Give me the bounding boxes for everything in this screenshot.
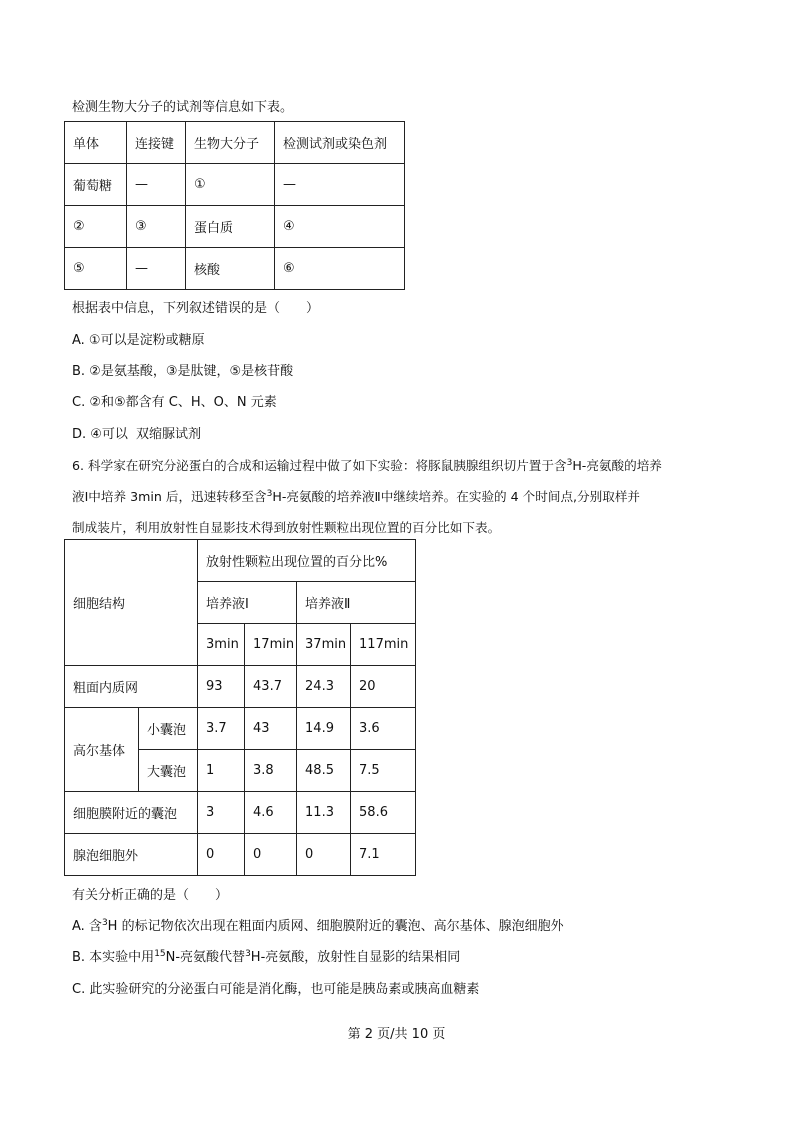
text-span: H-亮氨酸的培养液Ⅱ中继续培养。在实验的 4 个时间点,分别取样并 [272,489,641,504]
superscript: 15 [154,949,166,959]
table-cell: 0 [245,834,297,876]
text-span: 6. 科学家在研究分泌蛋白的合成和运输过程中做了如下实验：将豚鼠胰腺组织切片置于含 [72,458,567,473]
table-cell: 蛋白质 [186,206,275,248]
table-cell: 48.5 [297,750,351,792]
header-cell-structure: 细胞结构 [65,540,198,666]
table-row [65,834,416,876]
table-row [65,164,405,206]
superscript: 3 [266,489,273,499]
reagent-table [64,121,405,290]
header-time: 17min [245,624,297,666]
option-c: C. ②和⑤都含有 C、H、O、N 元素 [72,395,277,410]
question-6-line-2 [72,486,640,505]
row-label: 粗面内质网 [65,666,198,708]
table-cell: ③ [127,206,186,248]
option-c: C. 此实验研究的分泌蛋白可能是消化酶，也可能是胰岛素或胰高血糖素 [72,982,480,997]
table-cell: 43.7 [245,666,297,708]
header-reagent: 检测试剂或染色剂 [275,122,405,164]
table-cell: 3.7 [198,708,245,750]
question-5-stem: 根据表中信息，下列叙述错误的是（ ） [72,301,320,316]
table-cell: 11.3 [297,792,351,834]
table-cell: — [127,164,186,206]
header-percentage: 放射性颗粒出现位置的百分比% [198,540,416,582]
header-medium-2: 培养液Ⅱ [297,582,416,624]
radioactivity-table [64,539,416,876]
table-cell: ④ [275,206,405,248]
row-group-label: 高尔基体 [65,708,139,792]
row-label: 小囊泡 [139,708,198,750]
text-span: H-亮氨酸，放射性自显影的结果相同 [250,950,461,965]
page-footer: 第 2 页/共 10 页 [347,1027,446,1042]
table-cell: ① [186,164,275,206]
header-medium-1: 培养液Ⅰ [198,582,297,624]
header-monomer: 单体 [65,122,127,164]
header-macromolecule: 生物大分子 [186,122,275,164]
table-cell: 0 [198,834,245,876]
option-a [72,915,564,934]
row-label: 腺泡细胞外 [65,834,198,876]
table-row [65,248,405,290]
intro-text: 检测生物大分子的试剂等信息如下表。 [72,100,294,115]
question-6-line-1 [72,455,662,474]
table-cell: ⑥ [275,248,405,290]
option-b [72,946,460,965]
table-cell: 1 [198,750,245,792]
question-6-line-3: 制成装片，利用放射性自显影技术得到放射性颗粒出现位置的百分比如下表。 [72,520,501,535]
text-span: N-亮氨酸代替 [165,950,246,965]
table-row [65,792,416,834]
option-b: B. ②是氨基酸，③是肽键，⑤是核苷酸 [72,364,294,379]
table-cell: 核酸 [186,248,275,290]
table-cell: 0 [297,834,351,876]
table-cell: 3.6 [351,708,416,750]
row-label: 大囊泡 [139,750,198,792]
header-time: 37min [297,624,351,666]
option-d-suffix: 双缩脲试剂 [135,427,201,442]
table-cell: 58.6 [351,792,416,834]
table-cell: 24.3 [297,666,351,708]
header-bond: 连接键 [127,122,186,164]
table-cell: 7.5 [351,750,416,792]
header-time: 117min [351,624,416,666]
superscript: 3 [245,949,251,959]
table-cell: — [127,248,186,290]
superscript: 3 [101,918,108,928]
table-cell: 7.1 [351,834,416,876]
table-cell: ⑤ [65,248,127,290]
table-row [65,708,416,750]
table-cell: ② [65,206,127,248]
text-span: 液Ⅰ中培养 3min 后，迅速转移至含 [72,489,267,504]
table-cell: 葡萄糖 [65,164,127,206]
option-d [72,423,201,442]
table-row [65,666,416,708]
option-a: A. ①可以是淀粉或糖原 [72,333,205,348]
table-cell: — [275,164,405,206]
text-span: H 的标记物依次出现在粗面内质网、细胞膜附近的囊泡、高尔基体、腺泡细胞外 [107,919,564,934]
table-cell: 14.9 [297,708,351,750]
row-label: 细胞膜附近的囊泡 [65,792,198,834]
text-span: H-亮氨酸的培养 [572,458,662,473]
table-cell: 3.8 [245,750,297,792]
table-cell: 20 [351,666,416,708]
table-cell: 3 [198,792,245,834]
table-cell: 43 [245,708,297,750]
header-time: 3min [198,624,245,666]
text-span: B. 本实验中用 [72,950,155,965]
question-6-stem: 有关分析正确的是（ ） [72,888,229,903]
table-row [65,206,405,248]
option-d-prefix: D. ④可以 [72,427,128,442]
text-span: A. 含 [72,919,102,934]
table-cell: 4.6 [245,792,297,834]
table-cell: 93 [198,666,245,708]
superscript: 3 [566,458,573,468]
